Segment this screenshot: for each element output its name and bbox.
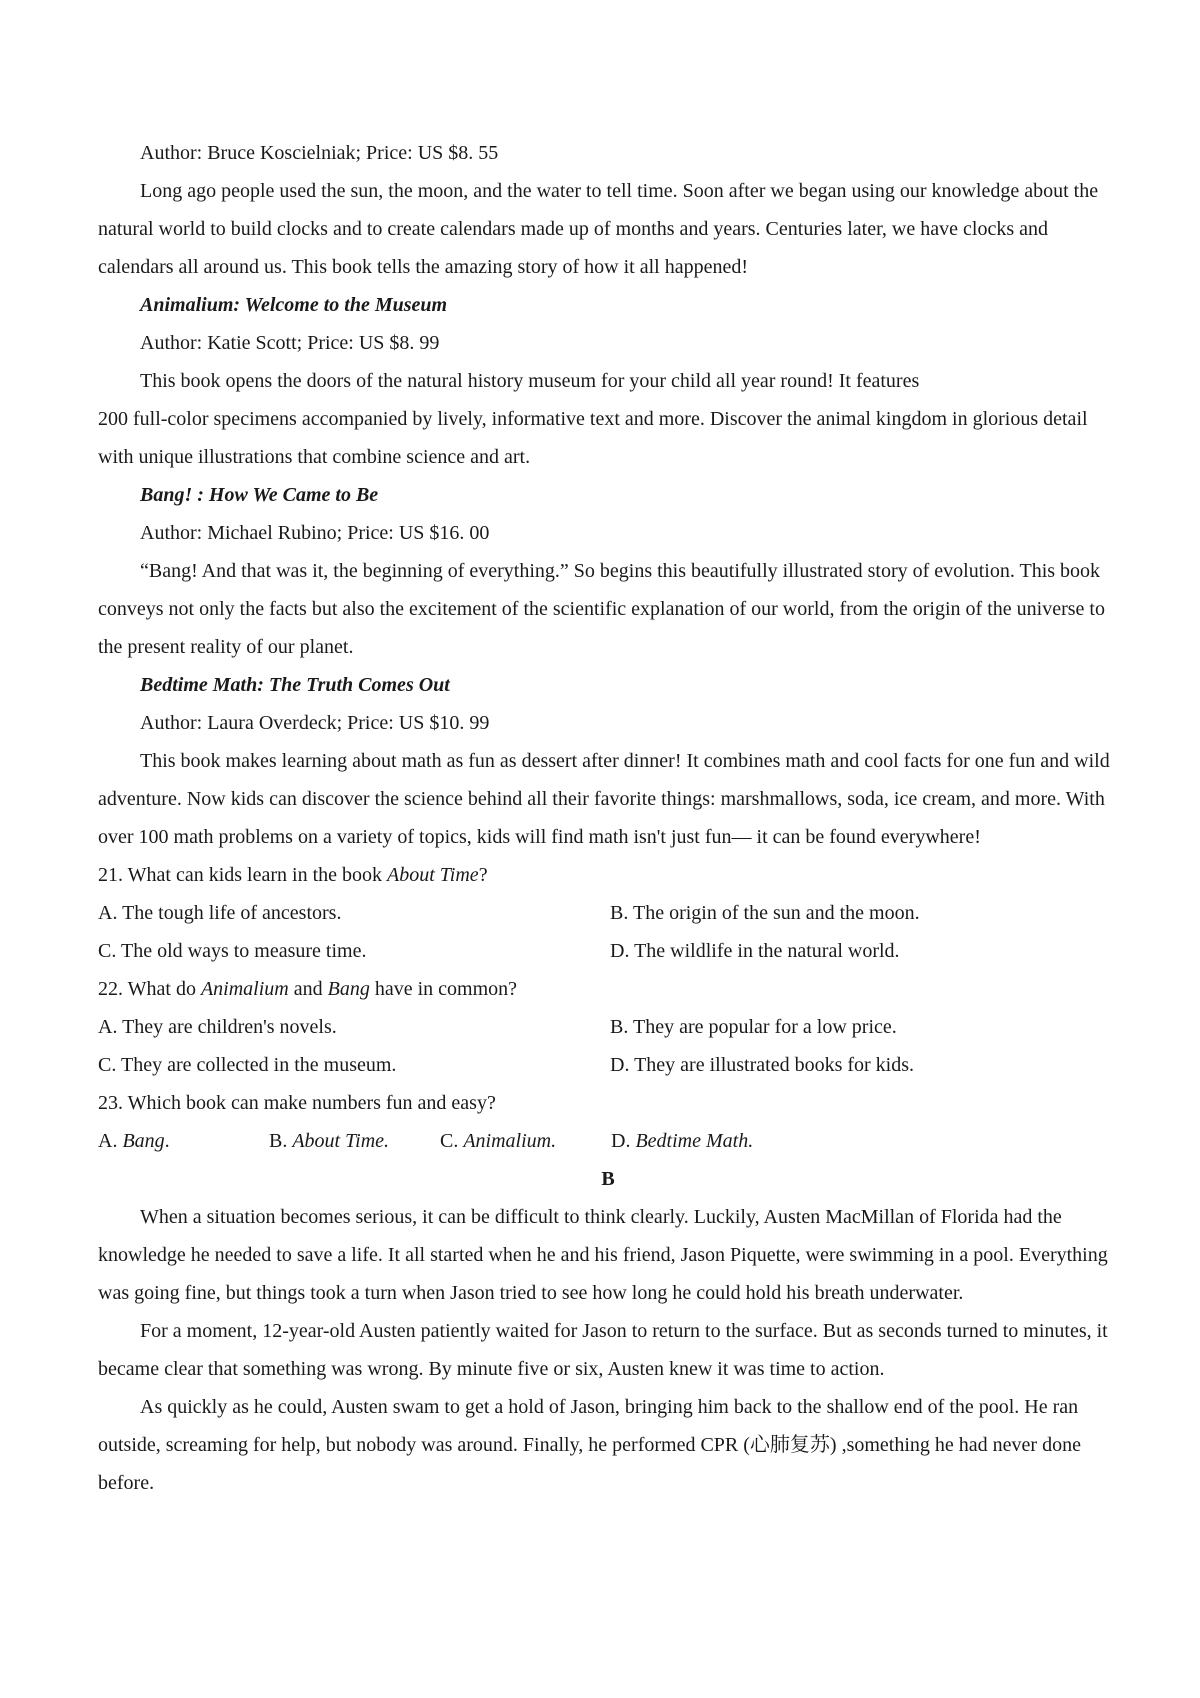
q22-book2: Bang [327,978,370,1000]
q23-option-b [269,1122,440,1160]
q23-option-d [611,1122,782,1160]
book-meta-bang: Author: Michael Rubino; Price: US $16. 00 [140,522,490,544]
q22-part1: 22. What do [98,978,201,1000]
book-meta-about-time: Author: Bruce Koscielniak; Price: US $8. 55 [140,142,499,164]
q23-a-letter: A. [98,1130,123,1152]
book-desc-animalium-line1: This book opens the doors of the natural history museum for your child all year round! It features [140,370,920,392]
book-desc-bang: “Bang! And that was it, the beginning of everything.” So begins this beautifully illustrated story of evolution. This book conveys not only the facts but also the excitement of the scientific explanation of our world, from the origin of the universe to the present reality of our planet. [98,560,1105,658]
q21-book-title: About Time [387,864,479,886]
book-title-bang: Bang! : How We Came to Be [140,484,379,506]
section-b-heading: B [601,1168,615,1190]
section-b-paragraph-3: As quickly as he could, Austen swam to get a hold of Jason, bringing him back to the shallow end of the pool. He ran outside, screaming for help, but nobody was around. Finally, he performed CPR (心肺复苏) ,something he had never done before. [98,1396,1081,1494]
q21-prefix: 21. What can kids learn in the book [98,864,388,886]
q21-options-row1 [98,894,1118,932]
q21-option-c: C. The old ways to measure time. [98,940,367,962]
q23-options [98,1122,1118,1160]
q22-option-b: B. They are popular for a low price. [610,1016,897,1038]
q22-option-a: A. They are children's novels. [98,1016,337,1038]
book-title-bedtime-math: Bedtime Math: The Truth Comes Out [140,674,450,696]
question-22 [98,970,1118,1008]
q21-option-a: A. The tough life of ancestors. [98,902,342,924]
book-desc-about-time: Long ago people used the sun, the moon, and the water to tell time. Soon after we began using our knowledge about the natural world to build clocks and to create calendars made up of months and years. Centuries later, we have clocks and calendars all around us. This book tells the amazing story of how it all happened! [98,180,1099,278]
q23-c-letter: C. [440,1130,464,1152]
q22-part3: have in common? [369,978,518,1000]
q22-options-row1 [98,1008,1118,1046]
question-21 [98,856,1118,894]
q22-book1: Animalium [200,978,289,1000]
q22-options-row2 [98,1046,1118,1084]
q22-option-c: C. They are collected in the museum. [98,1054,397,1076]
q21-options-row2 [98,932,1118,970]
q21-suffix: ? [478,864,488,886]
q23-b-text: About Time. [292,1130,390,1152]
book-meta-bedtime-math: Author: Laura Overdeck; Price: US $10. 99 [140,712,490,734]
q23-d-text: Bedtime Math. [635,1130,754,1152]
book-title-animalium: Animalium: Welcome to the Museum [140,294,448,316]
book-meta-animalium: Author: Katie Scott; Price: US $8. 99 [140,332,440,354]
q23-option-a [98,1122,269,1160]
q21-option-b: B. The origin of the sun and the moon. [610,902,920,924]
book-desc-bedtime-math: This book makes learning about math as fun as dessert after dinner! It combines math and cool facts for one fun and wild adventure. Now kids can discover the science behind all their favorite things: marshmallows, soda, ice cream, and more. With over 100 math problems on a variety of topics, kids will find math isn't just fun— it can be found everywhere! [98,750,1110,848]
q23-b-letter: B. [269,1130,293,1152]
q21-option-d: D. The wildlife in the natural world. [610,940,900,962]
q22-part2: and [288,978,328,1000]
book-desc-animalium-rest: 200 full-color specimens accompanied by lively, informative text and more. Discover the animal kingdom in glorious detail with unique illustrations that combine science and art. [98,408,1088,468]
document-page [98,134,1118,1502]
q23-c-text: Animalium. [463,1130,557,1152]
section-b-paragraph-1: When a situation becomes serious, it can be difficult to think clearly. Luckily, Austen MacMillan of Florida had the knowledge he needed to save a life. It all started when he and his friend, Jason Piquette, were swimming in a pool. Everything was going fine, but things took a turn when Jason tried to see how long he could hold his breath underwater. [98,1206,1108,1304]
q23-option-c [440,1122,611,1160]
q23-a-end: . [164,1130,170,1152]
section-b-paragraph-2: For a moment, 12-year-old Austen patiently waited for Jason to return to the surface. But as seconds turned to minutes, it became clear that something was wrong. By minute five or six, Austen knew it was time to action. [98,1320,1108,1380]
question-23: 23. Which book can make numbers fun and easy? [98,1092,496,1114]
q22-option-d: D. They are illustrated books for kids. [610,1054,915,1076]
q23-a-text: Bang [122,1130,165,1152]
q23-d-letter: D. [611,1130,636,1152]
